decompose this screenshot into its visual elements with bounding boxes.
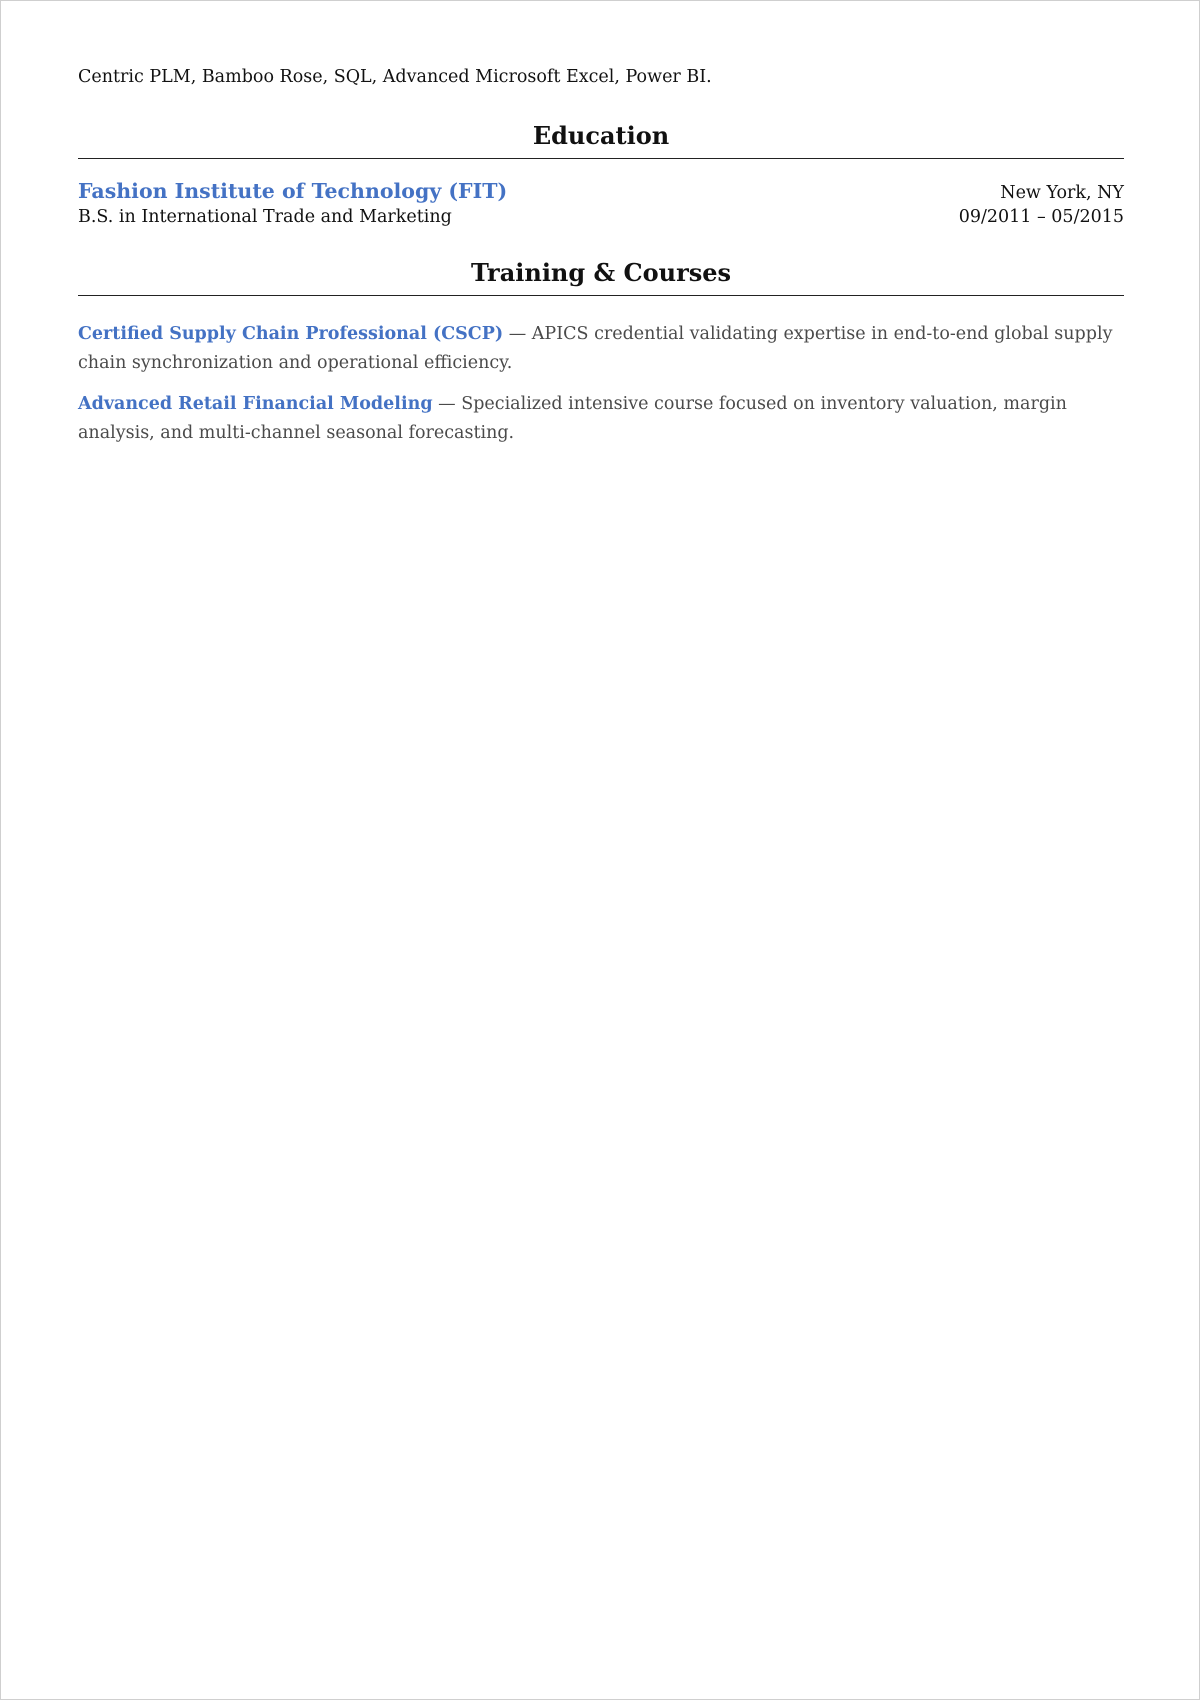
education-location: New York, NY [1000, 183, 1124, 203]
education-dates: 09/2011 – 05/2015 [958, 207, 1124, 227]
training-heading: Training & Courses [470, 258, 732, 287]
course-title: Advanced Retail Financial Modeling [78, 394, 433, 414]
course-separator: — [503, 324, 532, 344]
education-heading: Education [532, 121, 670, 150]
course-description: Specialized intensive course focused on inventory valuation, margin analysis, and multi-channel seasonal forecasting. [78, 394, 1067, 443]
education-divider [78, 158, 1124, 159]
skills-text: Centric PLM, Bamboo Rose, SQL, Advanced Microsoft Excel, Power BI. [78, 67, 712, 87]
education-school: Fashion Institute of Technology (FIT) [78, 179, 508, 203]
education-degree: B.S. in International Trade and Marketing [78, 207, 452, 227]
course-title: Certified Supply Chain Professional (CSCP) [78, 324, 504, 344]
training-divider [78, 295, 1124, 296]
course-item [78, 320, 1124, 378]
course-item [78, 390, 1124, 448]
course-separator: — [432, 394, 462, 414]
course-description: APICS credential validating expertise in end-to-end global supply chain synchronization and operational efficiency. [78, 324, 1113, 373]
